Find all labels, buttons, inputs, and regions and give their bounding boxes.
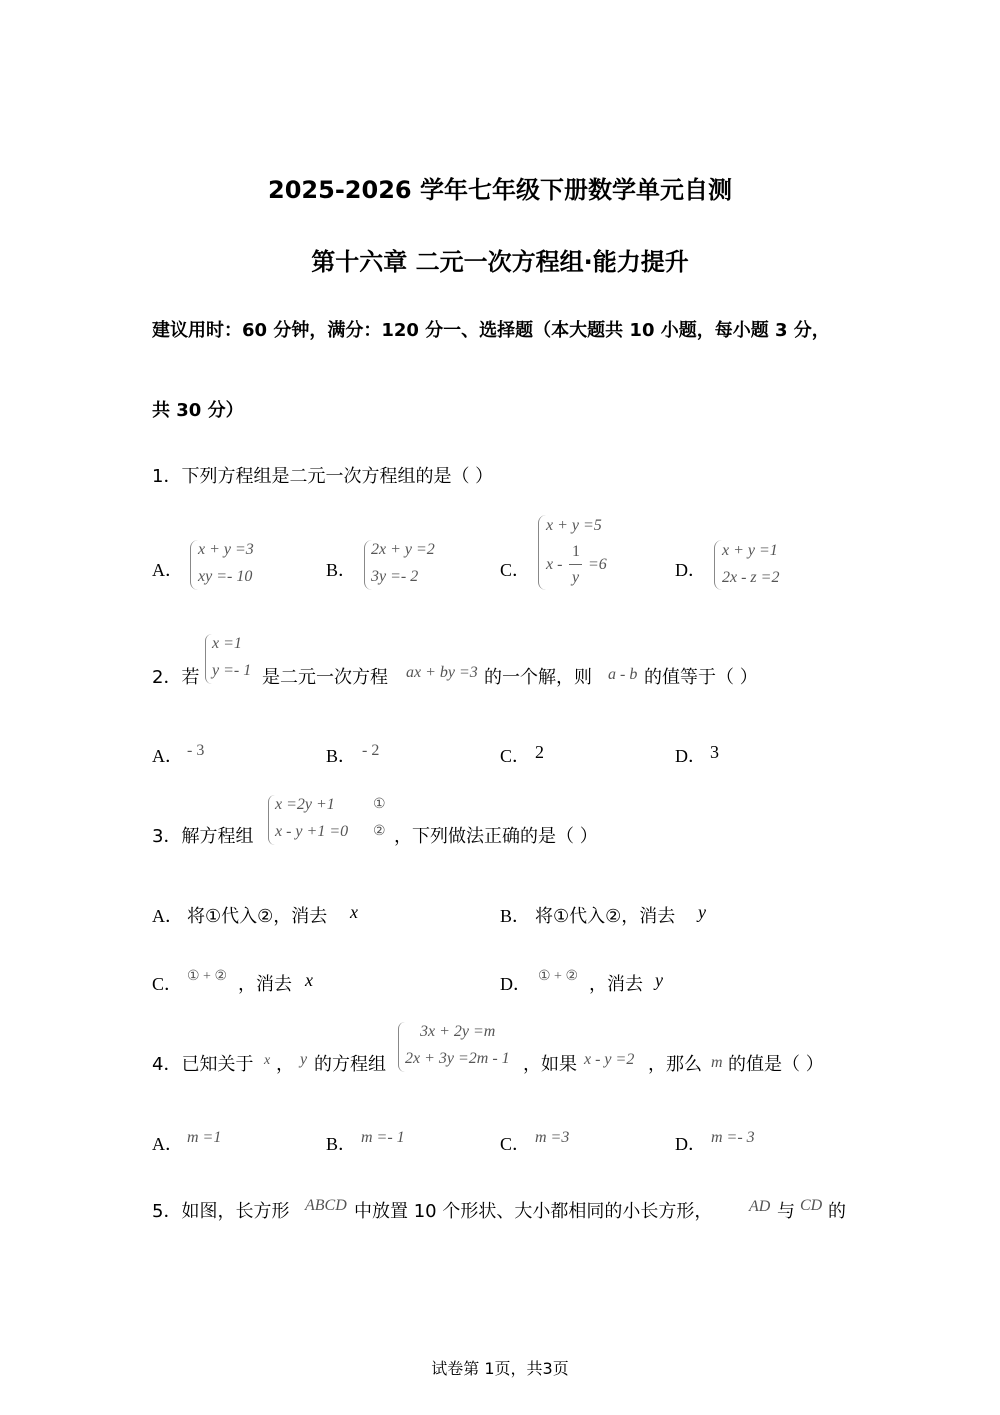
option-label: D． — [675, 746, 706, 766]
stem-mid-3: ，那么 — [648, 1054, 702, 1075]
fraction-numerator: 1 — [572, 543, 580, 560]
stem-mid: 是二元一次方程 — [262, 667, 388, 688]
system-line-1: 2x + y =2 — [371, 541, 435, 558]
option-label: B． — [326, 746, 357, 766]
option-label: A． — [152, 746, 183, 766]
option-value: - 3 — [187, 742, 205, 759]
fraction-bar — [569, 564, 582, 565]
system-line-2-left: x - — [546, 556, 563, 573]
question-1-stem: 1．下列方程组是二元一次方程组的是（ ） — [152, 466, 494, 487]
option-variable: y — [655, 970, 663, 990]
option-label: C． — [500, 1134, 531, 1154]
option-value: 2 — [535, 742, 544, 762]
stem-suffix: ，下列做法正确的是（ ） — [394, 826, 598, 847]
stem-prefix: 3．解方程组 — [152, 826, 254, 847]
option-variable: y — [698, 902, 706, 922]
stem-mid-2: ，如果 — [523, 1054, 577, 1075]
option-label: A． — [152, 1134, 183, 1154]
system-line-1: x + y =3 — [198, 541, 254, 558]
brace — [205, 634, 212, 684]
option-value: m =1 — [187, 1129, 222, 1146]
option-label: B． — [326, 1134, 357, 1154]
stem-suffix: 的 — [828, 1201, 846, 1222]
stem-suffix: 的值等于（ ） — [644, 667, 758, 688]
brace — [268, 795, 275, 845]
option-text: ，消去 — [589, 974, 643, 995]
stem-prefix: 2．若 — [152, 667, 200, 688]
expression: a - b — [608, 666, 638, 683]
option-value: - 2 — [362, 742, 380, 759]
equation-mark-2: ② — [373, 824, 386, 839]
option-variable: x — [305, 970, 313, 990]
option-label: D． — [500, 974, 531, 994]
variable-x: x — [264, 1053, 271, 1068]
option-label: C． — [500, 560, 531, 580]
option-variable: x — [350, 902, 358, 922]
comma: ， — [276, 1054, 294, 1075]
variable-m: m — [711, 1054, 723, 1071]
exam-title: 2025-2026 学年七年级下册数学单元自测 — [268, 176, 732, 204]
option-value: m =- 1 — [361, 1129, 405, 1146]
system-line-1: x + y =5 — [546, 517, 602, 534]
system-line-1: x + y =1 — [722, 542, 778, 559]
equation: ax + by =3 — [406, 664, 478, 681]
stem-prefix: 4．已知关于 — [152, 1054, 254, 1075]
option-text: 将①代入②，消去 — [187, 906, 328, 927]
option-label: C． — [500, 746, 531, 766]
chapter-title: 第十六章 二元一次方程组·能力提升 — [311, 248, 689, 276]
option-value: 3 — [710, 742, 719, 762]
condition: x - y =2 — [584, 1051, 635, 1068]
option-label: A． — [152, 560, 183, 580]
and-text: 与 — [777, 1201, 795, 1222]
option-text: ，消去 — [238, 974, 292, 995]
system-line-2: 2x - z =2 — [722, 569, 780, 586]
option-expression: ① + ② — [187, 969, 227, 984]
stem-suffix: 的值是（ ） — [728, 1054, 824, 1075]
intro-line-1: 建议用时：60 分钟，满分：120 分一、选择题（本大题共 10 小题，每小题 3 分， — [152, 320, 830, 341]
option-expression: ① + ② — [538, 969, 578, 984]
option-label: B． — [500, 906, 531, 926]
option-label: A． — [152, 906, 183, 926]
option-label: C． — [152, 974, 183, 994]
system-line-2: 2x + 3y =2m - 1 — [405, 1050, 510, 1067]
stem-prefix: 5．如图，长方形 — [152, 1201, 290, 1222]
option-label: D． — [675, 560, 706, 580]
system-line-1: 3x + 2y =m — [420, 1023, 496, 1040]
fraction-denominator: y — [572, 569, 580, 586]
stem-mid-2: 的一个解，则 — [484, 667, 592, 688]
system-line-1: x =2y +1 — [275, 796, 335, 813]
option-value: m =- 3 — [711, 1129, 755, 1146]
system-line-2: 3y =- 2 — [371, 568, 419, 585]
brace — [398, 1022, 405, 1072]
stem-mid: 中放置 10 个形状、大小都相同的小长方形， — [354, 1201, 713, 1222]
segment-cd: CD — [800, 1197, 823, 1214]
option-label: B． — [326, 560, 357, 580]
segment-ad: AD — [749, 1198, 771, 1215]
system-line-2: x - y +1 =0 — [275, 823, 349, 840]
system-line-2-right: =6 — [588, 556, 607, 573]
page-footer: 试卷第 1页，共3页 — [431, 1359, 569, 1378]
option-label: D． — [675, 1134, 706, 1154]
equation-mark-1: ① — [373, 797, 386, 812]
option-value: m =3 — [535, 1129, 570, 1146]
system-line-2: xy =- 10 — [198, 568, 253, 585]
system-line-1: x =1 — [212, 635, 242, 652]
stem-mid: 的方程组 — [314, 1054, 386, 1075]
option-text: 将①代入②，消去 — [535, 906, 676, 927]
system-line-2: y =- 1 — [212, 662, 252, 679]
rectangle-name: ABCD — [305, 1197, 347, 1214]
intro-line-2: 共 30 分） — [152, 400, 244, 421]
variable-y: y — [300, 1051, 308, 1068]
